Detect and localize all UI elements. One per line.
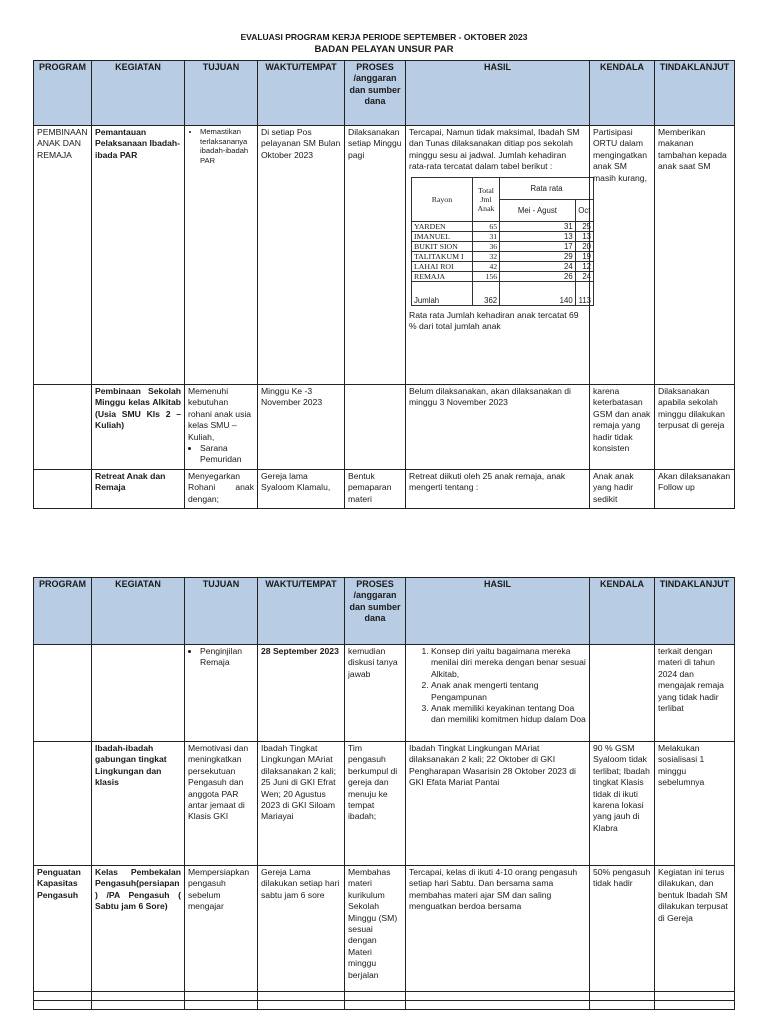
rayon-name: YARDEN [412, 221, 473, 231]
cell-hasil: Retreat diikuti oleh 25 anak remaja, anak mengerti tentang : [406, 470, 590, 509]
table-row [34, 742, 735, 866]
attendance-header-oct: Oct [575, 199, 593, 221]
hasil-intro: Tercapai, Namun tidak maksimal, Ibadah SM dan Tunas dilaksanakan ditiap pos sekolah minggu sesu ai jadwal. Jumlah kehadiran rata-rata tercatat dalam tabel berikut : [409, 127, 580, 172]
cell-tindaklanjut: Memberikan makanan tambahan kepada anak saat SM [655, 126, 735, 385]
cell-hasil: Belum dilaksanakan, akan dilaksanakan di minggu 3 November 2023 [406, 385, 590, 470]
cell-proses: kemudian diskusi tanya jawab [345, 645, 406, 742]
header-proses: PROSES /anggaran dan sumber dana [345, 61, 406, 126]
rayon-name: Jumlah [412, 281, 473, 305]
cell-tujuan: Memotivasi dan meningkatkan persekutuan Pengasuh dan anggota PAR antar jemaat di Klasis GKI [185, 742, 258, 866]
oct-value: 12 [575, 261, 593, 271]
cell-program [34, 742, 92, 866]
list-item: 2. Anak anak mengerti tentang Pengampunan [431, 680, 586, 703]
cell-proses: Membahas materi kurikulum Sekolah Minggu (SM) sesuai dengan Materi minggu berjalan [345, 866, 406, 992]
rayon-name: BUKIT SION [412, 241, 473, 251]
mei-value: 26 [500, 271, 576, 281]
cell-program [34, 470, 92, 509]
empty-row [34, 992, 735, 1001]
cell-program: Penguatan Kapasitas Pengasuh [34, 866, 92, 992]
rayon-name: LAHAI ROI [412, 261, 473, 271]
total-value: 362 [472, 281, 499, 305]
header-kendala: KENDALA [590, 578, 655, 645]
cell-tindaklanjut: Melakukan sosialisasi 1 minggu sebelumnya [655, 742, 735, 866]
mei-value: 29 [500, 251, 576, 261]
cell-tujuan: Menyegarkan Rohani anak dengan; [185, 470, 258, 509]
header-row [34, 578, 735, 645]
hasil-summary: Rata rata Jumlah kehadiran anak tercatat 69 % dari total jumlah anak [409, 309, 579, 332]
empty-row [34, 1001, 735, 1010]
cell-tujuan [185, 645, 258, 742]
oct-value: 25 [575, 221, 593, 231]
attendance-row [412, 231, 594, 241]
attendance-row [412, 271, 594, 281]
attendance-header-rata: Rata rata [500, 177, 594, 199]
cell-tujuan: Mempersiapkan pengasuh sebelum mengajar [185, 866, 258, 992]
header-tujuan: TUJUAN [185, 61, 258, 126]
mei-value: 140 [500, 281, 576, 305]
cell-hasil: Tercapai, kelas di ikuti 4-10 orang pengasuh setiap hari Sabtu. Dan bersama sama membahas materi ajar SM dan saling menguatkan berdoa bersama [406, 866, 590, 992]
total-value: 65 [472, 221, 499, 231]
attendance-row [412, 261, 594, 271]
header-tindaklanjut: TINDAKLANJUT [655, 578, 735, 645]
document-title: EVALUASI PROGRAM KERJA PERIODE SEPTEMBER - OKTOBER 2023 [240, 32, 528, 42]
evaluation-table-2 [33, 577, 735, 1010]
cell-waktu: Gereja Lama dilakukan setiap hari sabtu jam 6 sore [258, 866, 345, 992]
cell-tindaklanjut: terkait dengan materi di tahun 2024 dan mengajak remaja yang tidak hadir terlibat [655, 645, 735, 742]
oct-value: 113 [575, 281, 593, 305]
table-row [34, 645, 735, 742]
header-tindaklanjut: TINDAKLANJUT [655, 61, 735, 126]
oct-value: 24 [575, 271, 593, 281]
header-row [34, 61, 735, 126]
header-tujuan: TUJUAN [185, 578, 258, 645]
document-subtitle: BADAN PELAYAN UNSUR PAR [314, 44, 454, 55]
header-waktu: WAKTU/TEMPAT [258, 578, 345, 645]
cell-kegiatan: Pemantauan Pelaksanaan Ibadah-ibada PAR [92, 126, 185, 385]
cell-program [34, 645, 92, 742]
cell-kendala: 90 % GSM Syaloom tidak terlibat; Ibadah tingkat Klasis tidak di ikuti karena lokasi yang jauh di Klabra [590, 742, 655, 866]
cell-program [34, 385, 92, 470]
cell-tujuan [185, 385, 258, 470]
header-kegiatan: KEGIATAN [92, 61, 185, 126]
cell-kendala [590, 645, 655, 742]
cell-proses: Bentuk pemaparan materi [345, 470, 406, 509]
table-row [34, 866, 735, 992]
total-value: 42 [472, 261, 499, 271]
cell-tindaklanjut: Dilaksanakan apabila sekolah minggu dilakukan terpusat di gereja [655, 385, 735, 470]
header-waktu: WAKTU/TEMPAT [258, 61, 345, 126]
evaluation-table-1 [33, 60, 735, 509]
list-item: 1. Konsep diri yaitu bagaimana mereka menilai diri mereka dengan benar sesuai Alkitab, [431, 646, 586, 680]
total-value: 31 [472, 231, 499, 241]
cell-kegiatan: Ibadah-ibadah gabungan tingkat Lingkungan dan klasis [92, 742, 185, 866]
list-item: • Sarana Pemuridan [200, 443, 254, 466]
list-item: • Memastikan terlaksananya ibadah-ibadah PAR [200, 127, 254, 165]
oct-value: 19 [575, 251, 593, 261]
cell-kendala: karena keterbatasan GSM dan anak remaja yang hadir tidak konsisten [590, 385, 655, 470]
cell-kegiatan: Kelas Pembekalan Pengasuh(persiapan) /PA Pengasuh ( Sabtu jam 6 Sore) [92, 866, 185, 992]
mei-value: 24 [500, 261, 576, 271]
cell-hasil [406, 126, 590, 385]
header-program: PROGRAM [34, 578, 92, 645]
mei-value: 13 [500, 231, 576, 241]
cell-waktu: Ibadah Tingkat Lingkungan MAriat dilaksanakan 2 kali; 25 Juni di GKI Efrat Wen; 20 Agustus 2023 di GKI Siloam Mariayai [258, 742, 345, 866]
mei-value: 31 [500, 221, 576, 231]
cell-tujuan [185, 126, 258, 385]
cell-proses [345, 385, 406, 470]
tujuan-text: Memenuhi kebutuhan rohani anak usia kelas SMU – Kuliah, [188, 386, 252, 442]
attendance-header-total: Total Jml Anak [472, 177, 499, 221]
attendance-row [412, 241, 594, 251]
total-value: 32 [472, 251, 499, 261]
table-row [34, 385, 735, 470]
header-kendala: KENDALA [590, 61, 655, 126]
header-hasil: HASIL [406, 61, 590, 126]
attendance-table [411, 177, 594, 306]
cell-tindaklanjut: Akan dilaksanakan Follow up [655, 470, 735, 509]
total-value: 36 [472, 241, 499, 251]
mei-value: 17 [500, 241, 576, 251]
cell-proses: Dilaksanakan setiap Minggu pagi [345, 126, 406, 385]
cell-waktu: 28 September 2023 [258, 645, 345, 742]
header-program: PROGRAM [34, 61, 92, 126]
cell-kegiatan: Pembinaan Sekolah Minggu kelas Alkitab (Usia SMU Kls 2 – Kuliah) [92, 385, 185, 470]
cell-kendala: Partisipasi ORTU dalam mengingatkan anak SM masih kurang, [590, 126, 655, 385]
cell-waktu: Gereja lama Syaloom Klamalu, [258, 470, 345, 509]
list-item: • Penginjilan Remaja [200, 646, 254, 669]
attendance-row [412, 251, 594, 261]
cell-kegiatan [92, 645, 185, 742]
header-kegiatan: KEGIATAN [92, 578, 185, 645]
cell-kendala: 50% pengasuh tidak hadir [590, 866, 655, 992]
header-hasil: HASIL [406, 578, 590, 645]
cell-kendala: Anak anak yang hadir sedikit [590, 470, 655, 509]
rayon-name: REMAJA [412, 271, 473, 281]
attendance-row [412, 221, 594, 231]
cell-kegiatan: Retreat Anak dan Remaja [92, 470, 185, 509]
cell-waktu: Di setiap Pos pelayanan SM Bulan Oktober 2023 [258, 126, 345, 385]
attendance-total-row [412, 281, 594, 305]
cell-tindaklanjut: Kegiatan ini terus dilakukan, dan bentuk Ibadah SM dilakukan terpusat di Gereja [655, 866, 735, 992]
oct-value: 13 [575, 231, 593, 241]
cell-waktu: Minggu Ke -3 November 2023 [258, 385, 345, 470]
header-proses: PROSES /anggaran dan sumber dana [345, 578, 406, 645]
attendance-header-mei-agust: Mei - Agust [500, 199, 576, 221]
attendance-header-rayon: Rayon [412, 177, 473, 221]
cell-program: PEMBINAAN ANAK DAN REMAJA [34, 126, 92, 385]
oct-value: 20 [575, 241, 593, 251]
cell-hasil: Ibadah Tingkat Lingkungan MAriat dilaksanakan 2 kali; 22 Oktober di GKI Pengharapan Wasarisin 28 Oktober 2023 di GKI Efata Mariat Pantai [406, 742, 590, 866]
rayon-name: TALITAKUM I [412, 251, 473, 261]
table-row [34, 470, 735, 509]
rayon-name: IMANUEL [412, 231, 473, 241]
table-row [34, 126, 735, 385]
total-value: 156 [472, 271, 499, 281]
list-item: 3. Anak memiliki keyakinan tentang Doa dan memiliki komitmen hidup dalam Doa [431, 703, 586, 726]
cell-proses: Tim pengasuh berkumpul di gereja dan menuju ke tempat ibadah; [345, 742, 406, 866]
cell-hasil [406, 645, 590, 742]
